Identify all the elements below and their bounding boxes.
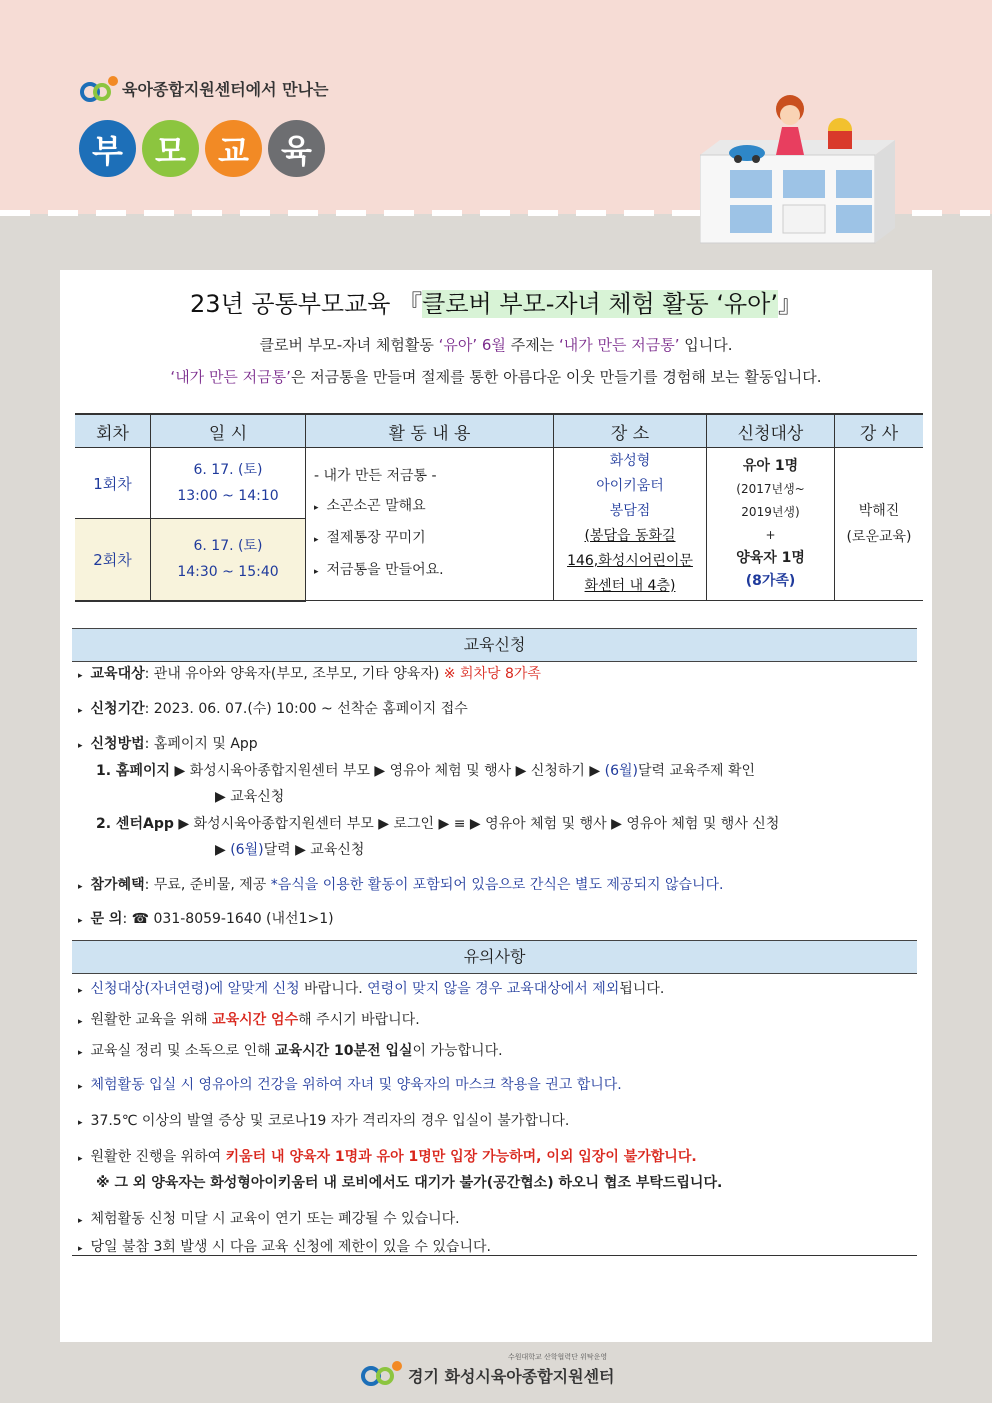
note-text: 신청대상(자녀연령)에 알맞게 신청 <box>90 981 300 997</box>
note-text: 연령이 맞지 않을 경우 교육대상에서 제외 <box>367 981 620 997</box>
triangle-bullet-icon: ▸ <box>78 1017 83 1027</box>
subtitle-theme: ‘내가 만든 저금통’ <box>558 336 680 354</box>
col-datetime: 일 시 <box>151 414 306 448</box>
subtitle-line-1 <box>60 334 932 355</box>
step-label: 2. 센터App <box>96 816 174 832</box>
list-item <box>314 491 552 523</box>
step-month: (6월) <box>604 763 638 779</box>
list-item <box>78 978 664 998</box>
triangle-bullet-icon: ▸ <box>78 741 83 751</box>
session-date: 6. 17. (토) <box>193 538 263 555</box>
method-step-2-cont <box>215 839 364 859</box>
page-title <box>60 284 932 319</box>
note-emphasis: 교육시간 엄수 <box>212 1012 299 1028</box>
subtitle-text: 주제는 <box>505 336 559 354</box>
item-label: 신청방법 <box>90 736 145 752</box>
item-text: : 무료, 준비물, 제공 <box>144 877 271 893</box>
list-item <box>78 1040 503 1060</box>
method-step-1-cont: ▶ 교육신청 <box>215 789 285 805</box>
triangle-bullet-icon: ▸ <box>78 706 83 716</box>
step-month: (6월) <box>230 842 264 858</box>
instructor-cell <box>835 448 924 601</box>
method-step-1 <box>96 760 755 780</box>
place-address: (봉담읍 동화길 <box>584 528 676 544</box>
step-text: 달력 ▶ 교육신청 <box>263 842 365 858</box>
note-text: 원활한 진행을 위하여 <box>90 1149 226 1165</box>
place-cell <box>554 448 707 601</box>
triangle-bullet-icon: ▸ <box>314 535 319 545</box>
badge-mo: 모 <box>142 120 199 177</box>
method-step-2 <box>96 813 779 833</box>
triangle-bullet-icon: ▸ <box>78 1154 83 1164</box>
list-item <box>78 698 468 718</box>
item-label: 문 의 <box>90 911 123 927</box>
badge-bu: 부 <box>79 120 136 177</box>
footer-operator: 수원대학교 산학협력단 위탁운영 <box>508 1353 608 1361</box>
subtitle-month: ‘유아’ 6월 <box>438 336 506 354</box>
col-target: 신청대상 <box>707 414 835 448</box>
triangle-bullet-icon: ▸ <box>78 882 83 892</box>
session-time: 13:00 ~ 14:10 <box>177 488 279 505</box>
list-item <box>78 1110 569 1130</box>
item-text: : 관내 유아와 양육자(부모, 조부모, 기타 양육자) <box>144 666 444 682</box>
triangle-bullet-icon: ▸ <box>78 1048 83 1058</box>
content-title: - 내가 만든 저금통 - <box>314 468 437 484</box>
note-text: 이 가능합니다. <box>412 1043 503 1059</box>
title-bracket-close: 』 <box>777 290 802 318</box>
list-item <box>78 908 334 928</box>
target-years: 2019년생) <box>741 505 800 519</box>
col-content: 활 동 내 용 <box>306 414 554 448</box>
triangle-bullet-icon: ▸ <box>314 503 319 513</box>
table-row <box>75 448 923 519</box>
subtitle-theme: ‘내가 만든 저금통’ <box>170 368 291 386</box>
round-cell: 1회차 <box>75 448 151 519</box>
subtitle-text: 은 저금통을 만들며 절제를 통한 아름다운 이웃 만들기를 경험해 보는 활동입니다. <box>290 368 822 386</box>
round-cell: 2회차 <box>75 519 151 601</box>
list-item <box>78 874 724 894</box>
datetime-cell <box>151 448 306 519</box>
list-item <box>314 523 552 555</box>
title-bracket-open: 『 <box>398 290 423 318</box>
tagline-text: 육아종합지원센터에서 만나는 <box>122 79 329 99</box>
badge-yuk: 육 <box>268 120 325 177</box>
item-note: ※ 회차당 8가족 <box>443 666 541 682</box>
step-label: 1. 홈페이지 <box>96 763 171 779</box>
instructor-org: (로운교육) <box>846 529 912 545</box>
target-families: (8가족) <box>745 573 796 589</box>
triangle-bullet-icon: ▸ <box>78 916 83 926</box>
triangle-bullet-icon: ▸ <box>78 1244 83 1254</box>
list-item <box>314 555 552 587</box>
triangle-bullet-icon: ▸ <box>78 1118 83 1128</box>
place-address: 146,화성시어린이문 <box>567 553 693 569</box>
step-text: ▶ <box>215 842 231 858</box>
note-emphasis: 교육시간 10분전 입실 <box>275 1043 413 1059</box>
place-name: 화성형 <box>609 453 651 469</box>
subtitle-text: 클로버 부모-자녀 체험활동 <box>259 336 439 354</box>
triangle-bullet-icon: ▸ <box>78 1216 83 1226</box>
item-text: : 2023. 06. 07.(수) 10:00 ~ 선착순 홈페이지 접수 <box>144 701 468 717</box>
notes-heading: 유의사항 <box>72 940 917 974</box>
target-child: 유아 1명 <box>742 458 799 474</box>
title-highlight: 클로버 부모-자녀 체험 활동 ‘유아’ <box>422 290 778 318</box>
list-item <box>78 1208 460 1228</box>
item-label: 교육대상 <box>90 666 145 682</box>
session-time: 14:30 ~ 15:40 <box>177 564 279 581</box>
badge-gyo: 교 <box>205 120 262 177</box>
instructor-name: 박해진 <box>858 503 900 519</box>
list-item <box>78 1236 491 1256</box>
content-item: 절제통장 꾸미기 <box>326 530 426 546</box>
place-name: 봉담점 <box>609 503 651 519</box>
list-item <box>78 1074 622 1094</box>
list-item <box>78 1009 420 1029</box>
schedule-header-row <box>75 414 923 448</box>
list-item <box>78 663 541 683</box>
note-sub: ※ 그 외 양육자는 화성형아이키움터 내 로비에서도 대기가 불가(공간협소) 하오니 협조 부탁드립니다. <box>96 1175 723 1191</box>
list-item <box>78 1146 697 1166</box>
target-cell <box>707 448 835 601</box>
step-text: 달력 교육주제 확인 <box>637 763 756 779</box>
content-item: 소곤소곤 말해요 <box>326 498 426 514</box>
content-item: 저금통을 만들어요. <box>326 562 444 578</box>
notice-sheet <box>60 270 932 1342</box>
place-address: 화센터 내 4층) <box>584 578 676 594</box>
center-logo-icon <box>80 72 120 104</box>
subtitle-text: 입니다. <box>679 336 733 354</box>
footer-center-name: 경기 화성시육아종합지원센터 <box>408 1367 615 1386</box>
item-text: : 홈페이지 및 App <box>144 736 258 752</box>
center-tagline <box>80 70 329 106</box>
place-name: 아이키움터 <box>596 478 664 494</box>
step-text: ▶ 화성시육아종합지원센터 부모 ▶ 영유아 체험 및 행사 ▶ 신청하기 ▶ <box>170 763 605 779</box>
target-years: (2017년생~ <box>736 482 805 496</box>
datetime-cell <box>151 519 306 601</box>
target-parent: 양육자 1명 <box>736 550 805 566</box>
item-text: : ☎ 031-8059-1640 (내선1>1) <box>122 911 334 927</box>
col-place: 장 소 <box>554 414 707 448</box>
note-text: 당일 불참 3회 발생 시 다음 교육 신청에 제한이 있을 수 있습니다. <box>90 1239 491 1255</box>
toy-shelf-illustration <box>700 95 900 249</box>
list-item <box>78 733 258 753</box>
content-cell <box>306 448 554 601</box>
application-heading: 교육신청 <box>72 628 917 662</box>
note-text: 체험활동 신청 미달 시 교육이 연기 또는 폐강될 수 있습니다. <box>90 1211 460 1227</box>
col-round: 회차 <box>75 414 151 448</box>
item-note: *음식을 이용한 활동이 포함되어 있음으로 간식은 별도 제공되지 않습니다. <box>270 877 724 893</box>
center-logo-icon <box>360 1358 406 1392</box>
session-date: 6. 17. (토) <box>193 462 263 479</box>
triangle-bullet-icon: ▸ <box>78 986 83 996</box>
note-text: 됩니다. <box>619 981 665 997</box>
col-instructor: 강 사 <box>835 414 924 448</box>
triangle-bullet-icon: ▸ <box>78 671 83 681</box>
note-text: 교육실 정리 및 소독으로 인해 <box>90 1043 276 1059</box>
parent-education-badges <box>79 120 325 177</box>
item-label: 참가혜택 <box>90 877 145 893</box>
footer <box>360 1352 660 1392</box>
note-text: 바랍니다. <box>299 981 368 997</box>
note-text: 원활한 교육을 위해 <box>90 1012 213 1028</box>
target-plus: + <box>765 528 776 542</box>
section-divider <box>72 1255 917 1256</box>
note-text: 체험활동 입실 시 영유아의 건강을 위하여 자녀 및 양육자의 마스크 착용을 권고 합니다. <box>90 1077 622 1093</box>
triangle-bullet-icon: ▸ <box>78 1082 83 1092</box>
item-label: 신청기간 <box>90 701 145 717</box>
title-prefix: 23년 공통부모교육 <box>190 290 391 318</box>
note-text: 37.5℃ 이상의 발열 증상 및 코로나19 자가 격리자의 경우 입실이 불가합니다. <box>90 1113 570 1129</box>
note-text: 해 주시기 바랍니다. <box>298 1012 420 1028</box>
subtitle-line-2 <box>60 366 932 387</box>
note-emphasis: 키움터 내 양육자 1명과 유아 1명만 입장 가능하며, 이외 입장이 불가합니다. <box>225 1149 697 1165</box>
schedule-table <box>75 413 923 602</box>
step-text: ▶ 화성시육아종합지원센터 부모 ▶ 로그인 ▶ ≡ ▶ 영유아 체험 및 행사 ▶ 영유아 체험 및 행사 신청 <box>173 816 780 832</box>
triangle-bullet-icon: ▸ <box>314 567 319 577</box>
